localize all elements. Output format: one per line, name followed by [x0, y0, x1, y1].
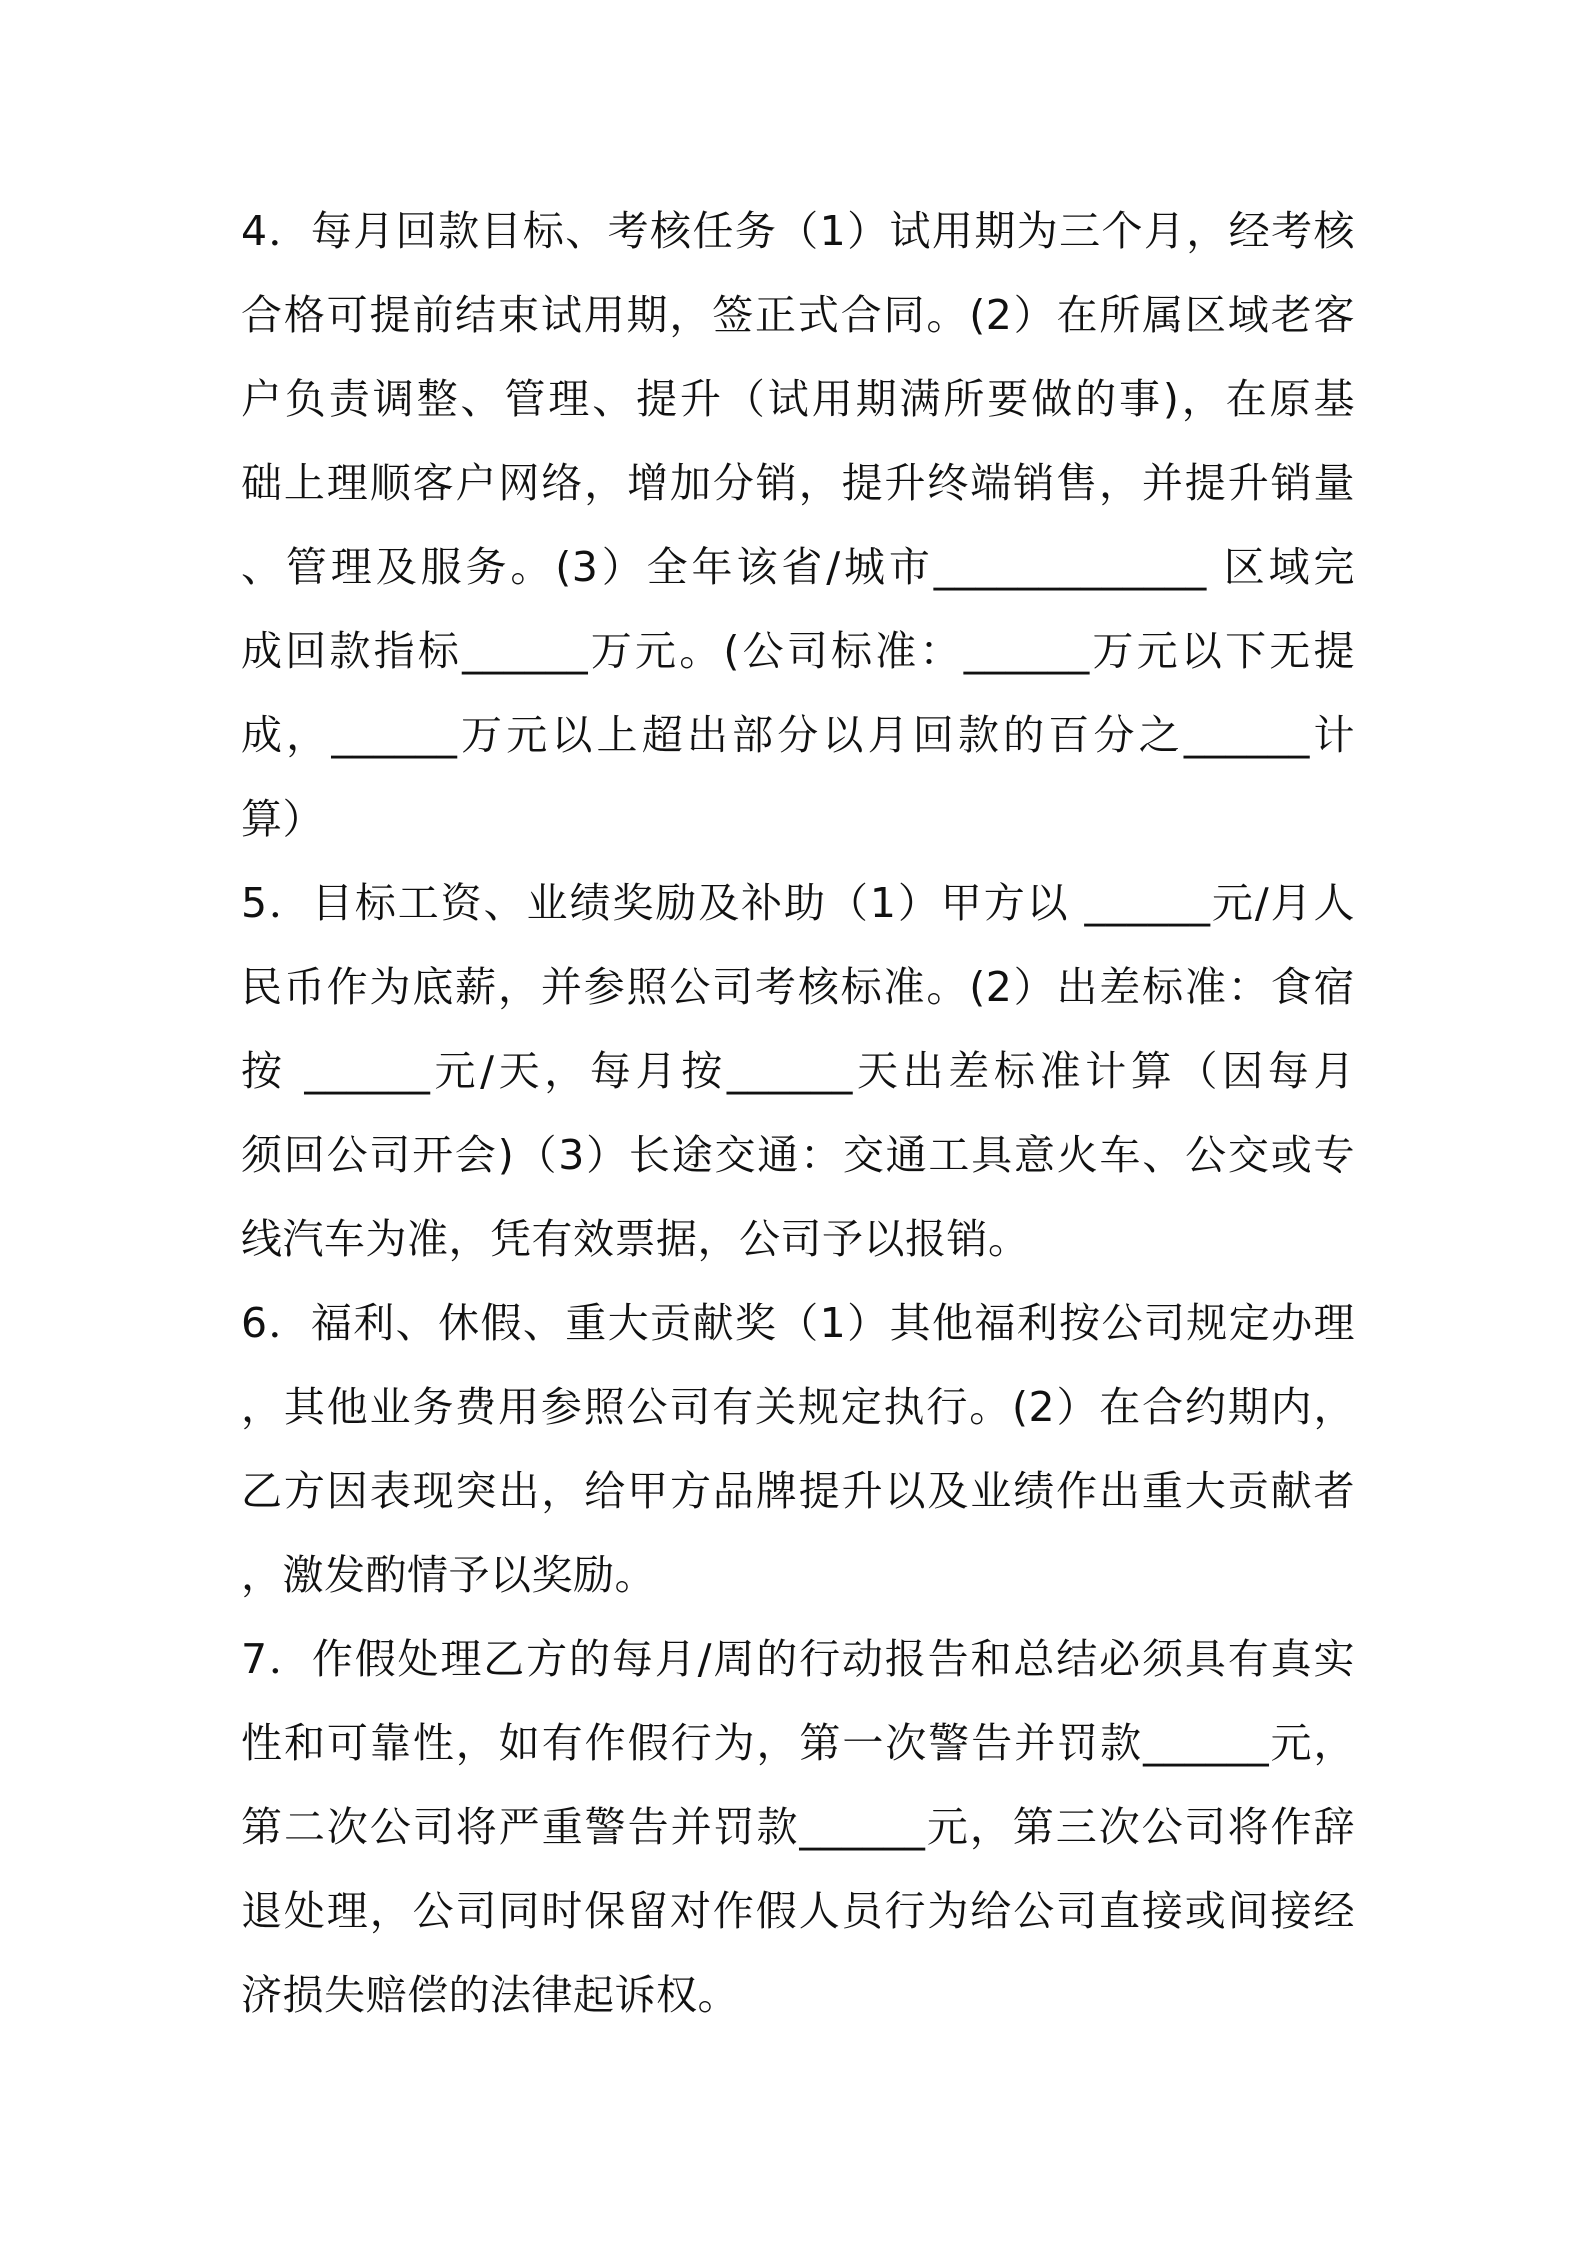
text-line: 成回款指标______万元。(公司标准：______万元以下无提 — [241, 627, 1355, 675]
text-line: 7．作假处理乙方的每月/周的行动报告和总结必须具有真实 — [241, 1635, 1355, 1683]
text-line: 合格可提前结束试用期，签正式合同。(2）在所属区域老客 — [241, 291, 1355, 339]
text-line: 退处理，公司同时保留对作假人员行为给公司直接或间接经 — [241, 1887, 1355, 1935]
text-line: 、管理及服务。(3）全年该省/城市_____________ 区域完 — [241, 543, 1355, 591]
text-line: 性和可靠性，如有作假行为，第一次警告并罚款______元， — [241, 1719, 1355, 1767]
text-line: 民币作为底薪，并参照公司考核标准。(2）出差标准：食宿 — [241, 963, 1355, 1011]
text-line: 础上理顺客户网络，增加分销，提升终端销售，并提升销量 — [241, 459, 1355, 507]
text-line: 成，______万元以上超出部分以月回款的百分之______计 — [241, 711, 1355, 759]
text-line: 第二次公司将严重警告并罚款______元，第三次公司将作辞 — [241, 1803, 1355, 1851]
document-body — [241, 198, 1355, 2046]
text-line: 济损失赔偿的法律起诉权。 — [241, 1971, 739, 2019]
text-line: 线汽车为准，凭有效票据，公司予以报销。 — [241, 1215, 1030, 1263]
text-line: 须回公司开会)（3）长途交通：交通工具意火车、公交或专 — [241, 1131, 1355, 1179]
text-line: 6．福利、休假、重大贡献奖（1）其他福利按公司规定办理 — [241, 1299, 1355, 1347]
text-line: 5．目标工资、业绩奖励及补助（1）甲方以 ______元/月人 — [241, 879, 1355, 927]
text-line: 4．每月回款目标、考核任务（1）试用期为三个月，经考核 — [241, 207, 1355, 255]
text-line: ，其他业务费用参照公司有关规定执行。(2）在合约期内， — [241, 1383, 1355, 1431]
text-line: 户负责调整、管理、提升（试用期满所要做的事)，在原基 — [241, 375, 1355, 423]
text-line: ，激发酌情予以奖励。 — [241, 1551, 656, 1599]
text-line: 按 ______元/天，每月按______天出差标准计算（因每月 — [241, 1047, 1355, 1095]
text-line: 乙方因表现突出，给甲方品牌提升以及业绩作出重大贡献者 — [241, 1467, 1355, 1515]
text-line: 算） — [241, 795, 324, 843]
